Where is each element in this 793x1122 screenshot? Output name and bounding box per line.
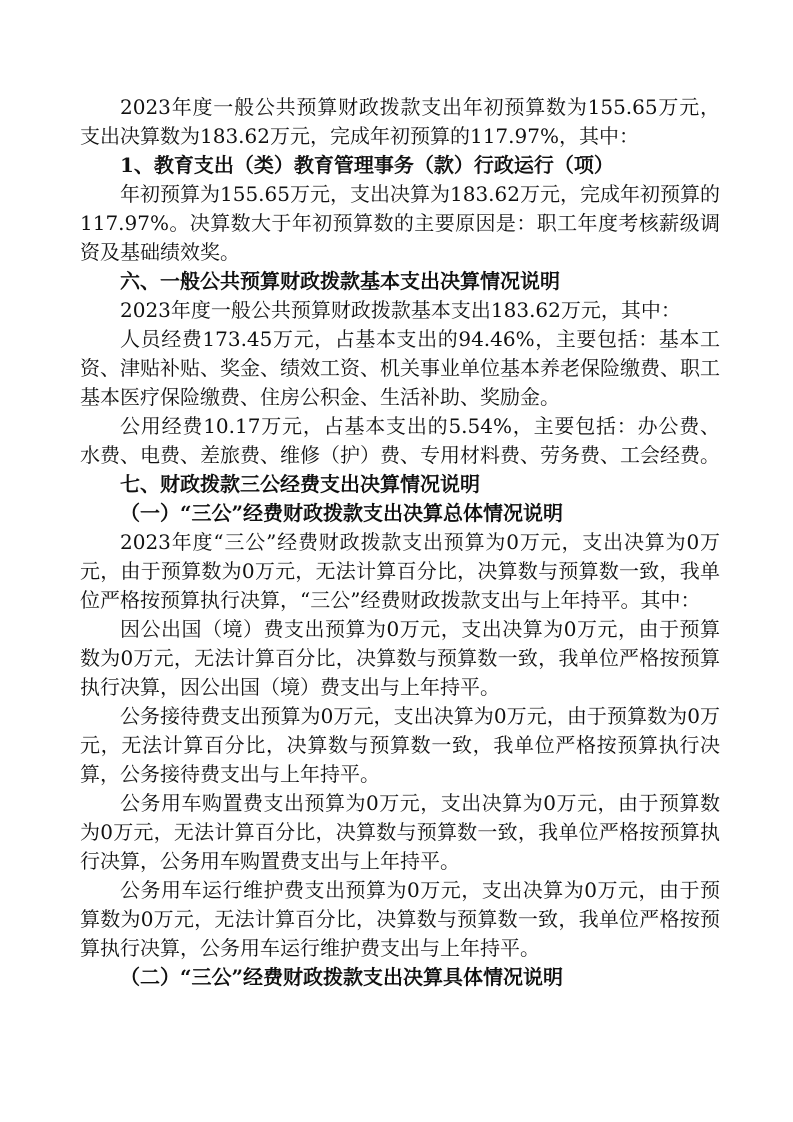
heading-education-expense: 1、教育支出（类）教育管理事务（款）行政运行（项）: [120, 153, 614, 177]
paragraph-official-reception: 公务接待费支出预算为0万元，支出决算为0万元，由于预算数为0万元，无法计算百分比，决算数与预算数一致，我单位严格按预算执行决算，公务接待费支出与上年持平。: [80, 704, 720, 786]
heading-section-seven: 七、财政拨款三公经费支出决算情况说明: [120, 472, 480, 496]
paragraph-vehicle-maintenance: 公务用车运行维护费支出预算为0万元，支出决算为0万元，由于预算数为0万元，无法计算百分比，决算数与预算数一致，我单位严格按预算执行决算，公务用车运行维护费支出与上年持平。: [80, 878, 720, 960]
paragraph-education-expense: 年初预算为155.65万元，支出决算为183.62万元，完成年初预算的117.97%。决算数大于年初预算数的主要原因是：职工年度考核薪级调资及基础绩效奖。: [80, 182, 720, 264]
paragraph-budget-summary: 2023年度一般公共预算财政拨款支出年初预算数为155.65万元，支出决算数为183.62万元，完成年初预算的117.97%，其中：: [80, 95, 720, 148]
heading-three-public-detail: （二）“三公”经费财政拨款支出决算具体情况说明: [120, 965, 564, 989]
heading-three-public-overall: （一）“三公”经费财政拨款支出决算总体情况说明: [120, 501, 564, 525]
paragraph-basic-expense: 2023年度一般公共预算财政拨款基本支出183.62万元，其中：: [120, 298, 681, 322]
heading-section-six: 六、一般公共预算财政拨款基本支出决算情况说明: [120, 269, 560, 293]
paragraph-overseas-travel: 因公出国（境）费支出预算为0万元，支出决算为0万元，由于预算数为0万元，无法计算百分比，决算数与预算数一致，我单位严格按预算执行决算，因公出国（境）费支出与上年持平。: [80, 617, 720, 699]
paragraph-three-public-overall: 2023年度“三公”经费财政拨款支出预算为0万元，支出决算为0万元，由于预算数为0万元，无法计算百分比，决算数与预算数一致，我单位严格按预算执行决算，“三公”经费财政拨款支出与上年持平。其中：: [80, 530, 720, 612]
paragraph-vehicle-purchase: 公务用车购置费支出预算为0万元，支出决算为0万元，由于预算数为0万元，无法计算百分比，决算数与预算数一致，我单位严格按预算执行决算，公务用车购置费支出与上年持平。: [80, 791, 720, 873]
paragraph-personnel-expense: 人员经费173.45万元，占基本支出的94.46%，主要包括：基本工资、津贴补贴、奖金、绩效工资、机关事业单位基本养老保险缴费、职工基本医疗保险缴费、住房公积金、生活补助、奖励金。: [80, 327, 720, 409]
document-body: [80, 93, 720, 992]
paragraph-public-expense: 公用经费10.17万元，占基本支出的5.54%，主要包括：办公费、水费、电费、差旅费、维修（护）费、专用材料费、劳务费、工会经费。: [80, 414, 720, 467]
